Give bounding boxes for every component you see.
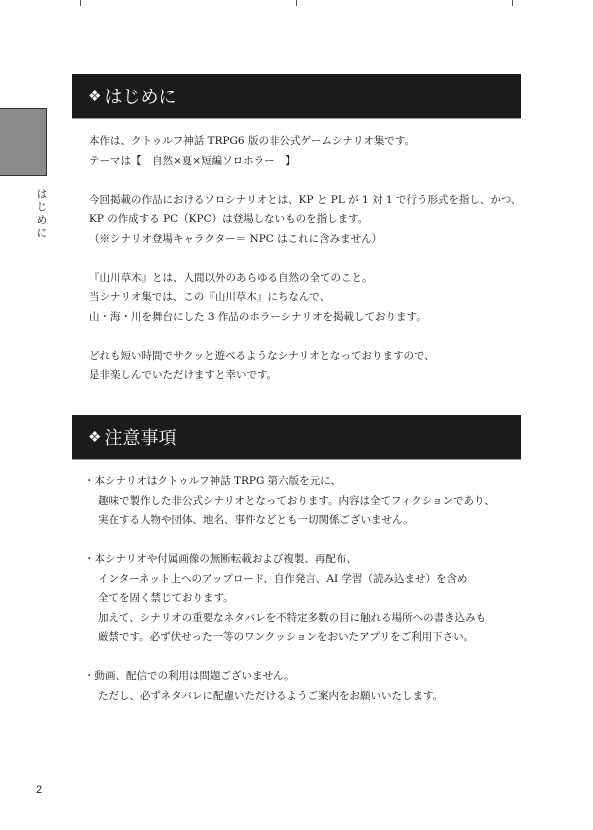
crop-mark-right (512, 0, 513, 6)
introduction-body (89, 132, 522, 386)
section-title: 注意事項 (104, 428, 177, 449)
body-line: （※シナリオ登場キャラクター＝ NPC はこれに含みません） (89, 232, 383, 245)
body-line: 『山川草木』とは、人間以外のあらゆる自然の全てのこと。 (89, 271, 373, 284)
note-line: インターネット上へのアップロード、自作発言、AI 学習（読み込ませ）を含め (98, 572, 468, 585)
note-line: 趣味で製作した非公式シナリオとなっております。内容は全てフィクションであり、 (98, 494, 496, 507)
section-title: はじめに (104, 87, 177, 108)
header-divider (72, 459, 521, 460)
note-line: 加えて、シナリオの重要なネタバレを不特定多数の目に触れる場所への書き込みも (98, 611, 487, 624)
note-item: ・本シナリオはクトゥルフ神話 TRPG 第六版を元に、 (84, 475, 342, 487)
page-number: 2 (36, 784, 43, 796)
body-line: 本作は、クトゥルフ神話 TRPG6 版の非公式ゲームシナリオ集です。 (89, 135, 416, 147)
body-line: 是非楽しんでいただけますと幸いです。 (89, 369, 278, 381)
crop-mark-center (296, 0, 297, 6)
crop-mark-left (80, 0, 81, 6)
notes-list (84, 472, 524, 706)
chapter-tab (0, 108, 47, 176)
header-divider (72, 118, 521, 119)
body-line: どれも短い時間でサクッと遊べるようなシナリオとなっておりますので、 (89, 349, 435, 362)
body-line: 当シナリオ集では、この『山川草木』にちなんで、 (89, 291, 331, 303)
note-line: ただし、必ずネタバレに配慮いただけるようご案内をお願いいたします。 (98, 689, 444, 702)
diamond-icon: ❖ (88, 428, 101, 446)
body-line: 山・海・川を舞台にした 3 作品のホラーシナリオを掲載しております。 (89, 310, 427, 323)
note-item: ・本シナリオや付属画像の無断転載および複製、再配布、 (84, 553, 357, 565)
chapter-tab-label: はじめに (35, 188, 48, 240)
body-line: 今回掲載の作品におけるソロシナリオとは、KP と PL が 1 対 1 で行う形式を指し、かつ、 (89, 193, 522, 206)
body-line: KP の作成する PC（KPC）は登場しないものを指します。 (89, 213, 369, 225)
note-line: 全てを固く禁じております。 (98, 592, 234, 604)
section-header-notes (72, 415, 521, 459)
note-item: ・動画、配信での利用は問題ございません。 (84, 670, 295, 682)
note-line: 実在する人物や団体、地名、事件などとも一切関係ございません。 (98, 514, 414, 526)
section-header-introduction (72, 74, 521, 118)
diamond-icon: ❖ (88, 87, 101, 105)
note-line: 厳禁です。必ず伏せった一等のワンクッションをおいたアプリをご利用下さい。 (98, 631, 475, 643)
body-line: テーマは【 自然×夏×短編ソロホラー 】 (89, 154, 296, 167)
